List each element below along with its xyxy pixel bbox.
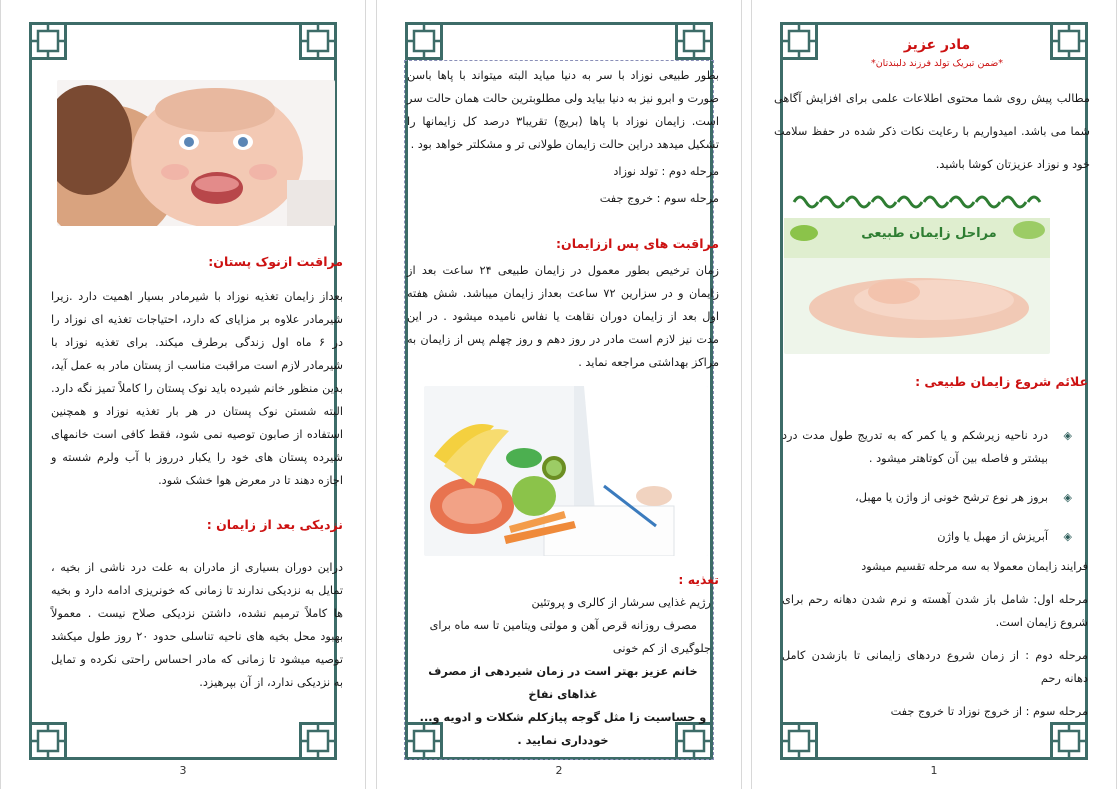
- signs-list: [782, 424, 1072, 564]
- sign-text: آبریزش از مهبل یا واژن: [937, 530, 1048, 543]
- stages-intro: فرایند زایمان معمولا به سه مرحله تقسیم میشود: [861, 560, 1088, 573]
- signs-list-item: [782, 424, 1072, 470]
- diamond-bullet-icon: ◈: [1063, 491, 1072, 504]
- stage-1-text: مرحله اول: شامل باز شدن آهسته و نرم شدن دهانه رحم برای شروع زایمان است.: [782, 593, 1088, 629]
- page-number: 2: [555, 764, 563, 777]
- corner-ornament: [405, 22, 443, 60]
- nutrition-photo: [424, 386, 708, 556]
- baby-photo: [57, 80, 335, 226]
- page-1: [751, 0, 1117, 789]
- page-title: مادر عزیز: [903, 37, 971, 53]
- corner-ornament: [780, 722, 818, 760]
- title-block: [792, 34, 1082, 71]
- postpartum-heading: مراقبت های پس اززایمان:: [556, 236, 719, 251]
- natural-birth-banner: [784, 188, 1050, 354]
- nutrition-heading: تغذیه :: [678, 572, 719, 587]
- breech-paragraph: بطور طبیعی نوزاد با سر به دنیا میاید البته میتواند با پاها باسن صورت و ابرو نیز به دنیا بیاید ولی مطلوبترین حالت همان حالت سر است. زایمان نوزاد با پاها (بریچ) تقریبا۳ درصد کل زایمانها را تشکیل میدهد دراین حالت زایمان طولانی تر و مشکلتر خواهد بود .: [407, 69, 720, 151]
- page-3: [0, 0, 366, 789]
- stage-3-text: مرحله سوم : از خروج نوزاد تا خروج جفت: [890, 705, 1088, 718]
- page-subtitle: *ضمن تبریک تولد فرزند دلبندتان*: [870, 58, 1004, 69]
- postpartum-body: زمان ترخیص بطور معمول در زایمان طبیعی ۲۴ ساعت بعد از زایمان و در سزارین ۷۲ ساعت بعداز زایمان میباشد. شش هفته اول بعد از زایمان دوران نقاهت یا نفاس نامیده میشود . در این مدت نیز لازم است مادر در روز دهم و روز چهلم پس از زایمان به مراکز بهداشتی مراجعه نماید .: [407, 264, 720, 369]
- corner-ornament: [29, 722, 67, 760]
- diamond-bullet-icon: ◈: [1063, 429, 1072, 442]
- nutrition-advice-line: خانم عزیز بهتر است در زمان شیردهی از مصرف غذاهای نفاخ: [428, 665, 698, 701]
- stage-2-text: مرحله دوم : از زمان شروع دردهای زایمانی تا بازشدن کامل دهانه رحم: [782, 649, 1088, 685]
- signs-heading: علائم شروع زایمان طبیعی :: [915, 374, 1088, 389]
- signs-list-item: [782, 525, 1072, 548]
- corner-ornament: [299, 22, 337, 60]
- postpartum-section: [407, 232, 719, 374]
- stage-2-line: مرحله دوم : تولد نوزاد: [613, 165, 719, 178]
- nipple-care-heading: مراقبت ازنوک پستان:: [208, 254, 343, 269]
- stage-3-line: مرحله سوم : خروج جفت: [599, 192, 719, 205]
- banner-caption: مراحل زایمان طبیعی: [861, 226, 997, 241]
- nutrition-line: رژیم غذایی سرشار از کالری و پروتئین: [531, 596, 711, 609]
- corner-ornament: [29, 22, 67, 60]
- nutrition-advice-line: خودداری نمایید .: [517, 734, 609, 747]
- intimacy-section: [51, 513, 343, 694]
- sign-text: بروز هر نوع ترشح خونی از واژن یا مهبل،: [855, 491, 1048, 504]
- nutrition-section: [407, 568, 719, 752]
- diamond-bullet-icon: ◈: [1063, 530, 1072, 543]
- stages-section: [782, 555, 1088, 723]
- page-number: 1: [930, 764, 938, 777]
- nipple-care-body: بعداز زایمان تغذیه نوزاد با شیرمادر بسیار اهمیت دارد .زیرا شیرمادر علاوه بر مزایای که دارد، احتیاجات تغذیه ای نوزاد را در ۶ ماه اول زندگی برطرف میکند. برای تغذیه نوزاد با شیرمادر لازم است مراقبت مناسب از پستان مادر به عمل آید، بدین منظور خانم شیرده باید نوک پستان را کاملاً تمیز نگه دارد. البته شستن نوک پستان در هر بار تغذیه نوزاد و همچنین استفاده از صابون توصیه نمی شود، فقط کافی است خانمهای شیرده پستان های خود را یکبار درروز با آب ولرم شسته و اجازه دهند تا در معرض هوا خشک شود.: [51, 290, 344, 487]
- nutrition-advice-line: و حساسیت زا مثل گوجه پیازکلم شکلات و ادویه و...: [419, 711, 707, 724]
- signs-list-item: [782, 486, 1072, 509]
- page-number: 3: [179, 764, 187, 777]
- intimacy-heading: نزدیکی بعد از زایمان :: [206, 517, 343, 532]
- signs-heading-block: [782, 370, 1088, 393]
- page-2: [376, 0, 742, 789]
- nutrition-line: مصرف روزانه قرص آهن و مولتی ویتامین تا سه ماه برای: [429, 619, 697, 632]
- intro-section: [407, 64, 719, 210]
- sign-text: درد ناحیه زیرشکم و یا کمر که به تدریج طول مدت درد بیشتر و فاصله بین آن کوتاهتر میشود .: [782, 429, 1048, 465]
- corner-ornament: [299, 722, 337, 760]
- corner-ornament: [675, 22, 713, 60]
- intimacy-body: دراین دوران بسیاری از مادران به علت درد ناشی از بخیه ، تمایل به نزدیکی ندارند تا زمانی که خونریزی ادامه دارد و بخیه ها کاملاً ترمیم نشده، داشتن نزدیکی صلاح نیست . معمولاً بهبود محل بخیه های ناحیه تناسلی حدود ۲۰ روز طول میکشد توصیه میشود تا زمانی که مادر احساس راحتی نکرده و تمایل به نزدیکی ندارد، از آن بپرهیزد.: [51, 561, 343, 689]
- corner-ornament: [1050, 722, 1088, 760]
- intro-paragraph: مطالب پیش روی شما محتوی اطلاعات علمی برای افزایش آگاهی شما می باشد. امیدواریم با رعایت نکات ذکر شده در حفظ سلامت خود و نوزاد عزیزتان کوشا باشید.: [774, 92, 1090, 171]
- nipple-care-section: [51, 250, 343, 492]
- nutrition-line: جلوگیری از کم خونی: [612, 642, 711, 655]
